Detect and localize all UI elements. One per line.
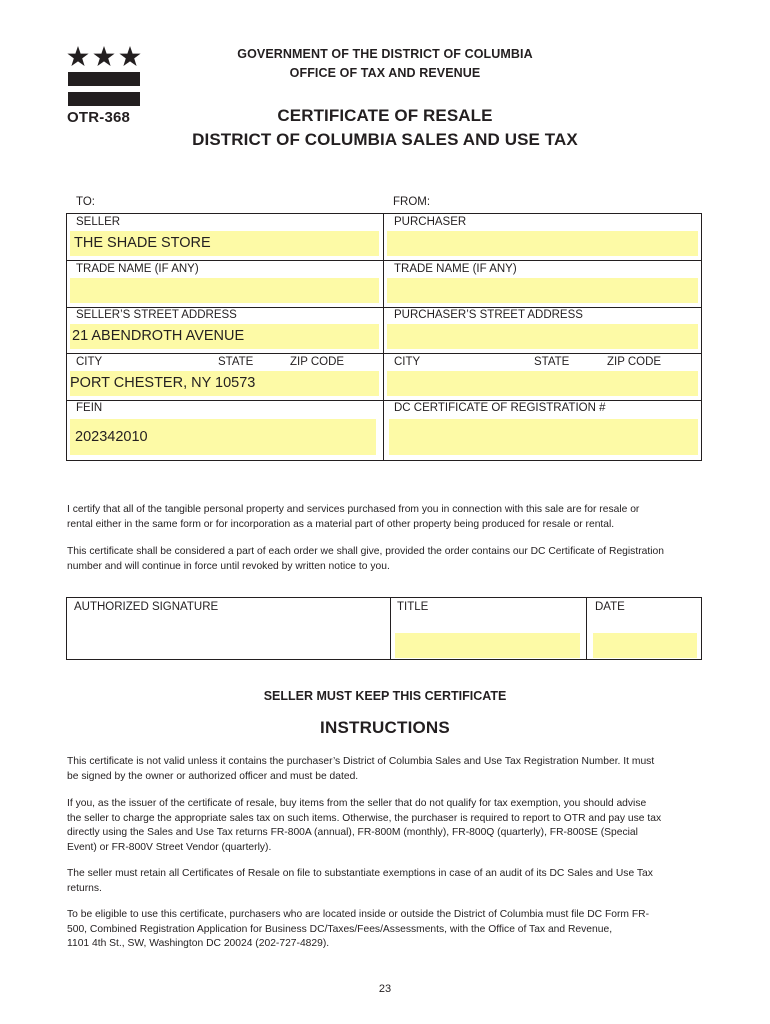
certification-line: I certify that all of the tangible personal property and services purchased from you in connection with this sale are for resale or — [67, 504, 640, 515]
instructions-line: 1101 4th St., SW, Washington DC 20024 (202-727-4829). — [67, 938, 330, 949]
instructions-line: 500, Combined Registration Application for Business DC/Taxes/Fees/Assessments, with the Office of Tax and Revenue, — [67, 923, 613, 935]
party-info-grid — [66, 213, 702, 461]
instructions-line: the seller to charge the appropriate sales tax on such items. Otherwise, the purchaser is required to report to OTR and pay use tax — [67, 812, 662, 824]
seller-state-label: STATE — [218, 356, 254, 368]
certification-line: number and will continue in force until revoked by written notice to you. — [67, 560, 390, 572]
instructions-paragraph-3 — [67, 867, 703, 896]
flag-bar-top — [68, 72, 140, 86]
page-number: 23 — [378, 983, 392, 995]
instructions-heading: INSTRUCTIONS — [320, 718, 450, 737]
instructions-line: This certificate is not valid unless it contains the purchaser’s District of Columbia Sales and Use Tax Registration Number. It must — [67, 756, 655, 767]
fein-label: FEIN — [76, 402, 103, 414]
authorized-signature-field[interactable] — [70, 618, 388, 658]
purchaser-address-label: PURCHASER’S STREET ADDRESS — [394, 309, 583, 321]
seller-city-label: CITY — [76, 356, 103, 368]
instructions-line: The seller must retain all Certificates of Resale on file to substantiate exemptions in case of an audit of its DC Sales and Use Tax — [67, 868, 653, 879]
seller-label: SELLER — [76, 216, 121, 228]
to-label: TO: — [76, 196, 95, 208]
signature-divider — [390, 598, 391, 659]
seller-address-value: 21 ABENDROTH AVENUE — [72, 328, 245, 344]
signature-box — [66, 597, 702, 660]
seller-city-state-zip-value: PORT CHESTER, NY 10573 — [70, 375, 256, 391]
seller-keep-notice: SELLER MUST KEEP THIS CERTIFICATE — [263, 689, 507, 703]
seller-address-label: SELLER’S STREET ADDRESS — [76, 309, 237, 321]
form-number: OTR-368 — [67, 109, 131, 126]
instructions-line: Event) or FR-800V Street Vendor (quarterly). — [67, 841, 272, 853]
row-divider — [67, 400, 701, 401]
grid-divider — [383, 214, 384, 460]
purchaser-label: PURCHASER — [394, 216, 467, 228]
seller-value: THE SHADE STORE — [74, 235, 211, 251]
instructions-paragraph-1 — [67, 755, 703, 784]
flag-bar-bottom — [68, 92, 140, 106]
row-divider — [67, 260, 701, 261]
instructions-line: If you, as the issuer of the certificate of resale, buy items from the seller that do not qualify for tax exemption, you should advise — [67, 798, 647, 809]
purchaser-state-label: STATE — [534, 356, 570, 368]
purchaser-address-field[interactable] — [387, 324, 698, 349]
title-field[interactable] — [395, 633, 580, 658]
authorized-signature-label: AUTHORIZED SIGNATURE — [74, 601, 219, 613]
instructions-paragraph-2 — [67, 797, 703, 855]
seller-trade-name-field[interactable] — [70, 278, 379, 303]
instructions-line: returns. — [67, 882, 102, 894]
instructions-line: To be eligible to use this certificate, purchasers who are located inside or outside the District of Columbia must file DC Form FR- — [67, 909, 650, 920]
title-divider — [586, 598, 587, 659]
agency-line-1: GOVERNMENT OF THE DISTRICT OF COLUMBIA — [237, 47, 533, 61]
row-divider — [67, 307, 701, 308]
instructions-paragraph-4 — [67, 908, 703, 952]
instructions-line: be signed by the owner or authorized officer and must be dated. — [67, 770, 359, 782]
certification-line: rental either in the same form or for incorporation as a material part of other property being produced for resale or rental. — [67, 518, 615, 530]
stars-icon — [67, 46, 141, 68]
title-label: TITLE — [397, 601, 429, 613]
seller-trade-name-label: TRADE NAME (IF ANY) — [76, 263, 199, 275]
row-divider — [67, 353, 701, 354]
instructions-line: directly using the Sales and Use Tax returns FR-800A (annual), FR-800M (monthly), FR-800Q (quarterly), FR-800SE (Special — [67, 827, 638, 838]
registration-field[interactable] — [389, 419, 698, 455]
purchaser-trade-name-label: TRADE NAME (IF ANY) — [394, 263, 517, 275]
form-subtitle: DISTRICT OF COLUMBIA SALES AND USE TAX — [192, 130, 578, 149]
purchaser-city-label: CITY — [394, 356, 421, 368]
registration-label: DC CERTIFICATE OF REGISTRATION # — [394, 402, 606, 414]
certification-paragraph-1 — [67, 503, 703, 532]
certification-line: This certificate shall be considered a part of each order we shall give, provided the order contains our DC Certificate of Registration — [67, 546, 664, 557]
purchaser-field[interactable] — [387, 231, 698, 256]
purchaser-zip-label: ZIP CODE — [607, 356, 662, 368]
date-label: DATE — [595, 601, 625, 613]
purchaser-trade-name-field[interactable] — [387, 278, 698, 303]
certification-paragraph-2 — [67, 545, 703, 574]
form-title: CERTIFICATE OF RESALE — [277, 106, 493, 125]
date-field[interactable] — [593, 633, 697, 658]
fein-value: 202342010 — [75, 429, 148, 445]
purchaser-city-state-zip-field[interactable] — [387, 371, 698, 396]
agency-line-2: OFFICE OF TAX AND REVENUE — [289, 66, 481, 80]
from-label: FROM: — [393, 196, 431, 208]
seller-zip-label: ZIP CODE — [290, 356, 345, 368]
